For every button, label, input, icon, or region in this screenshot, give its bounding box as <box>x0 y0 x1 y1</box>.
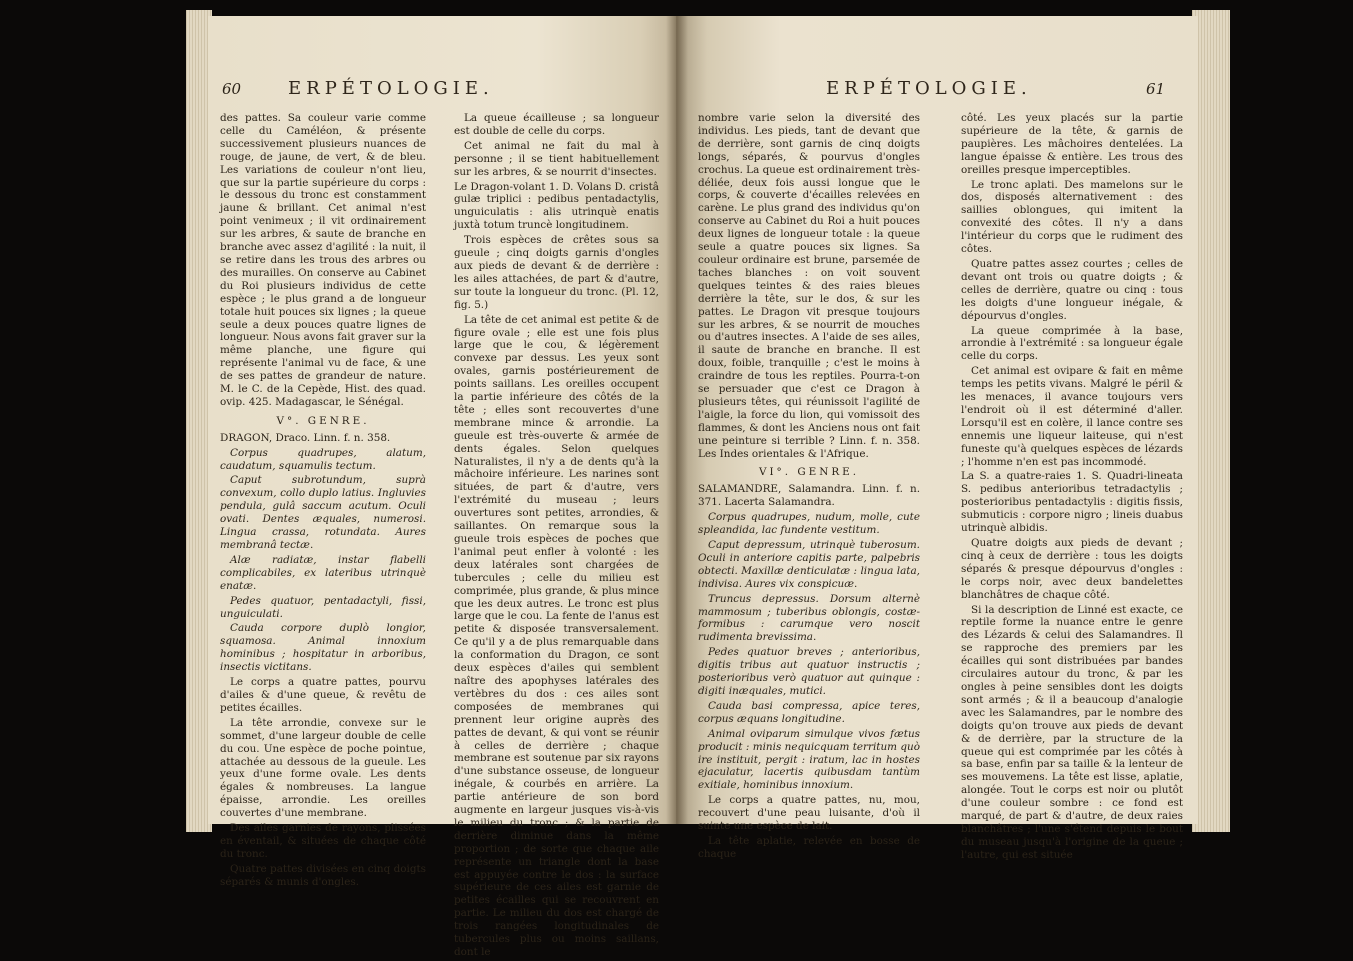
paragraph: La tête de cet animal est petite & de figure ovale ; elle est une fois plus large que le cou, & légèrement convexe par dessus. Les yeux sont ovales, garnis postérieurement de points saillans. Les oreilles occupent la partie inférieure des côtés de la tête ; elles sont recouvertes d'une membrane mince & arrondie. La gueule est très-ouverte & armée de dents égales. Selon quelques Naturalistes, il n'y a de dents qu'à la mâchoire inférieure. Les narines sont situées, de part & d'autre, vers l'extrémité du museau ; leurs ouvertures sont petites, arrondies, & saillantes. On remarque sous la gueule trois espèces de poches que l'animal peut enfler à volonté : les deux latérales sont chargées de tubercules ; celle du milieu est comprimée, plus grande, & plus mince que les deux autres. Le tronc est plus large que le cou. La fente de l'anus est petite & disposée transversalement. Ce qu'il y a de plus remarquable dans la conformation du Dragon, ce sont deux espèces d'ailes qui semblent naître des apophyses latérales des vertèbres du dos : ces ailes sont composées de membranes qui prennent leur origine auprès des pattes de devant, & qui vont se réunir à celles de derrière ; chaque membrane est soutenue par six rayons d'une substance osseuse, de longueur inégale, & courbés en arrière. La partie antérieure de son bord augmente en largeur jusques vis-à-vis le milieu du tronc ; & la partie de derrière diminue dans la même proportion ; de sorte que chaque aile représente un triangle dont la base est appuyée contre le dos : la surface supérieure de ces ailes est garnie de petites écailles qui se recouvrent en partie. Le milieu du dos est chargé de trois rangées longitudinales de tubercules plus ou moins saillans, dont le <box>454 313 659 958</box>
species-entry: La S. a quatre-raies 1. S. Quadri-lineata S. pedibus anterioribus tetradactylis ; posterioribus pentadactylis : digitis fissis, submuticis : corpore nigro ; lineis duabus utrinquè albidis. <box>961 470 1183 535</box>
paragraph: La queue écailleuse ; sa longueur est double de celle du corps. <box>454 112 659 137</box>
latin-paragraph: Corpus quadrupes, nudum, molle, cute spleandida, lac fundente vestitum. <box>698 511 920 537</box>
latin-paragraph: Caput subrotundum, suprà convexum, collo duplo latius. Ingluvies pendula, gulâ saccum acutum. Oculi ovati. Dentes æquales, numerosi. Lingua crassa, rotundata. Aures membranâ tectæ. <box>220 474 426 551</box>
latin-paragraph: Corpus quadrupes, alatum, caudatum, squamulis tectum. <box>220 446 426 472</box>
paragraph: Si la description de Linné est exacte, ce reptile forme la nuance entre le genre des Lézards & celui des Salamandres. Il se rapproche des premiers par les écailles qui sont distribuées par bandes circulaires autour du tronc, & par les ongles à peine sensibles dont les doigts sont armés ; & il a beaucoup d'analogie avec les Salamandres, par le nombre des doigts qu'on trouve aux pieds de devant & de derrière, par la structure de la queue qui est comprimée par les côtés à sa base, enfin par sa taille & la lenteur de ses mouvemens. La tête est lisse, aplatie, alongée. Tout le corps est noir ou plutôt d'une couleur sombre : ce fond est marqué, de part & d'autre, de deux raies blanchâtres ; l'une s'étend depuis le bout du museau jusqu'à l'origine de la queue ; l'autre, qui est située <box>961 603 1183 861</box>
right-column-2 <box>961 112 1183 864</box>
paragraph: Cet animal ne fait du mal à personne ; il se tient habituellement sur les arbres, & se nourrit d'insectes. <box>454 139 659 178</box>
right-column-1 <box>698 112 920 863</box>
paragraph: Quatre pattes divisées en cinq doigts séparés & munis d'ongles. <box>220 862 426 888</box>
dragon-heading: DRAGON, Draco. Linn. f. n. 358. <box>220 431 391 444</box>
latin-paragraph: Pedes quatuor, pentadactyli, fissi, unguiculati. <box>220 594 426 620</box>
species-entry: Le Dragon-volant 1. D. Volans D. cristâ gulæ triplici : pedibus pentadactylis, unguiculatis : alis utrinquè enatis juxtà totum truncè longitudinem. <box>454 180 659 232</box>
paragraph: Des ailes garnies de rayons, plissées en éventail, & situées de chaque côté du tronc. <box>220 822 426 860</box>
paragraph: Le corps a quatre pattes, nu, mou, recouvert d'une peau luisante, d'où il suinte une espèce de lait. <box>698 794 920 833</box>
left-running-head: ERPÉTOLOGIE. <box>288 78 494 99</box>
right-page <box>676 16 1198 861</box>
latin-paragraph: Caput depressum, utrinquè tuberosum. Oculi in anteriore capitis parte, palpebris obtecti. Maxillæ denticulatæ : lingua lata, indivisa. Aures vix conspicuæ. <box>698 539 920 590</box>
latin-paragraph: Cauda corpore duplò longior, squamosa. Animal innoxium hominibus ; hospitatur in arboribus, insectis victitans. <box>220 622 426 674</box>
latin-paragraph: Truncus depressus. Dorsum alternè mammosum ; tuberibus oblongis, costæ-formibus : carumque vero noscit rudimenta brevissima. <box>698 592 920 644</box>
latin-paragraph: Animal oviparum simulque vivos fætus producit : minis nequicquam territum quò ire instituit, pergit : iratum, lac in hostes ejaculatur, lacertis quibusdam tantùm exitiale, hominibus innoxium. <box>698 727 920 792</box>
latin-paragraph: Alæ radiatæ, instar flabelli complicabiles, ex lateribus utrinquè enatæ. <box>220 553 426 592</box>
paragraph: des pattes. Sa couleur varie comme celle du Caméléon, & présente successivement plusieurs nuances de rouge, de jaune, de vert, & de bleu. Les variations de couleur n'ont lieu, que sur la partie supérieure du corps : le dessous du tronc est constamment jaune & brillant. Cet animal n'est point venimeux ; il vit ordinairement sur les arbres, & saute de branche en branche avec assez d'agilité : la nuit, il se retire dans les trous des arbres ou des murailles. On conserve au Cabinet du Roi plusieurs individus de cette espèce ; le plus grand a de longueur totale huit pouces six lignes ; la queue seule a deux pouces quatre lignes de longueur. Nous avons fait graver sur la même planche, une figure qui représente l'animal vu de face, & une de ses pattes de grandeur de nature. M. le C. de la Cepède, Hist. des quad. ovip. 425. Madagascar, le Sénégal. <box>220 112 426 408</box>
paragraph: Le tronc aplati. Des mamelons sur le dos, disposés alternativement : des saillies oblongues, qui imitent la convexité des côtes. Il n'y a dans l'intérieur du corps que le rudiment des côtes. <box>961 178 1183 256</box>
right-page-number: 61 <box>1146 80 1166 98</box>
left-page <box>208 16 678 958</box>
right-running-head: ERPÉTOLOGIE. <box>826 78 1032 99</box>
latin-paragraph: Cauda basi compressa, apice teres, corpus æquans longitudine. <box>698 699 920 725</box>
paragraph: Quatre doigts aux pieds de devant ; cinq à ceux de derrière : tous les doigts séparés & presque dépourvus d'ongles : le corps noir, avec deux bandelettes blanchâtres de chaque côté. <box>961 537 1183 601</box>
paragraph: La tête arrondie, convexe sur le sommet, d'une largeur double de celle du cou. Une espèce de poche pointue, attachée au dessous de la gueule. Les yeux d'une forme ovale. Les dents égales & nombreuses. La langue épaisse, arrondie. Les oreilles couvertes d'une membrane. <box>220 716 426 820</box>
paragraph: Cet animal est ovipare & fait en même temps les petits vivans. Malgré le péril & les menaces, il avance toujours vers l'endroit où il est déterminé d'aller. Lorsqu'il est en colère, il lance contre ses ennemis une liqueur laiteuse, qui n'est funeste qu'à quelques espèces de lézards ; l'homme n'en est pas incommodé. <box>961 365 1183 468</box>
salamandre-heading: SALAMANDRE, Salamandra. Linn. f. n. 371. Lacerta Salamandra. <box>698 483 920 509</box>
genre-heading: V°. GENRE. <box>276 414 370 427</box>
paragraph: Trois espèces de crêtes sous sa gueule ; cinq doigts garnis d'ongles aux pieds de devant & de derrière : les ailes attachées, de part & d'autre, sur toute la longueur du tronc. (Pl. 12, fig. 5.) <box>454 234 659 311</box>
paragraph: côté. Les yeux placés sur la partie supérieure de la tête, & garnis de paupières. Les mâchoires dentelées. La langue épaisse & entière. Les trous des oreilles presque imperceptibles. <box>961 112 1183 176</box>
paragraph: La queue comprimée à la base, arrondie à l'extrémité : sa longueur égale celle du corps. <box>961 324 1183 363</box>
paragraph: Quatre pattes assez courtes ; celles de devant ont trois ou quatre doigts ; & celles de derrière, quatre ou cinq : tous les doigts d'une longueur inégale, & dépourvus d'ongles. <box>961 257 1183 322</box>
left-column-1 <box>220 112 426 891</box>
genre-heading: VI°. GENRE. <box>758 466 860 479</box>
left-page-number: 60 <box>222 80 242 98</box>
book-gutter <box>666 16 688 824</box>
paragraph: La tête aplatie, relevée en bosse de chaque <box>698 834 920 860</box>
paragraph: nombre varie selon la diversité des individus. Les pieds, tant de devant que de derrière, sont garnis de cinq doigts longs, séparés, & pourvus d'ongles crochus. La queue est ordinairement très-déliée, deux fois aussi longue que le corps, & couverte d'écailles relevées en carène. Le plus grand des individus qu'on conserve au Cabinet du Roi a huit pouces deux lignes de longueur totale : la queue seule a quatre pouces six lignes. Sa couleur ordinaire est brune, parsemée de taches blanches : on voit souvent quelques teintes & des raies bleues derrière la tête, sur le dos, & sur les pattes. Le Dragon vit presque toujours sur les arbres, & se nourrit de mouches ou d'autres insectes. A l'aide de ses ailes, il saute de branche en branche. Il est doux, foible, tranquille ; c'est le moins à craindre de tous les reptiles. Pourra-t-on se persuader que c'est ce Dragon à plusieurs têtes, qui réunissoit l'agilité de l'aigle, la force du lion, qui vomissoit des flammes, & dont les Anciens nous ont fait une peinture si terrible ? Linn. f. n. 358. Les Indes orientales & l'Afrique. <box>698 112 921 460</box>
paragraph: Le corps a quatre pattes, pourvu d'ailes & d'une queue, & revêtu de petites écailles. <box>220 676 426 714</box>
left-column-2 <box>454 112 659 961</box>
latin-paragraph: Pedes quatuor breves ; anterioribus, digitis tribus aut quatuor instructis ; posterioribus verò quatuor aut quinque : digiti inæquales, mutici. <box>698 646 920 697</box>
